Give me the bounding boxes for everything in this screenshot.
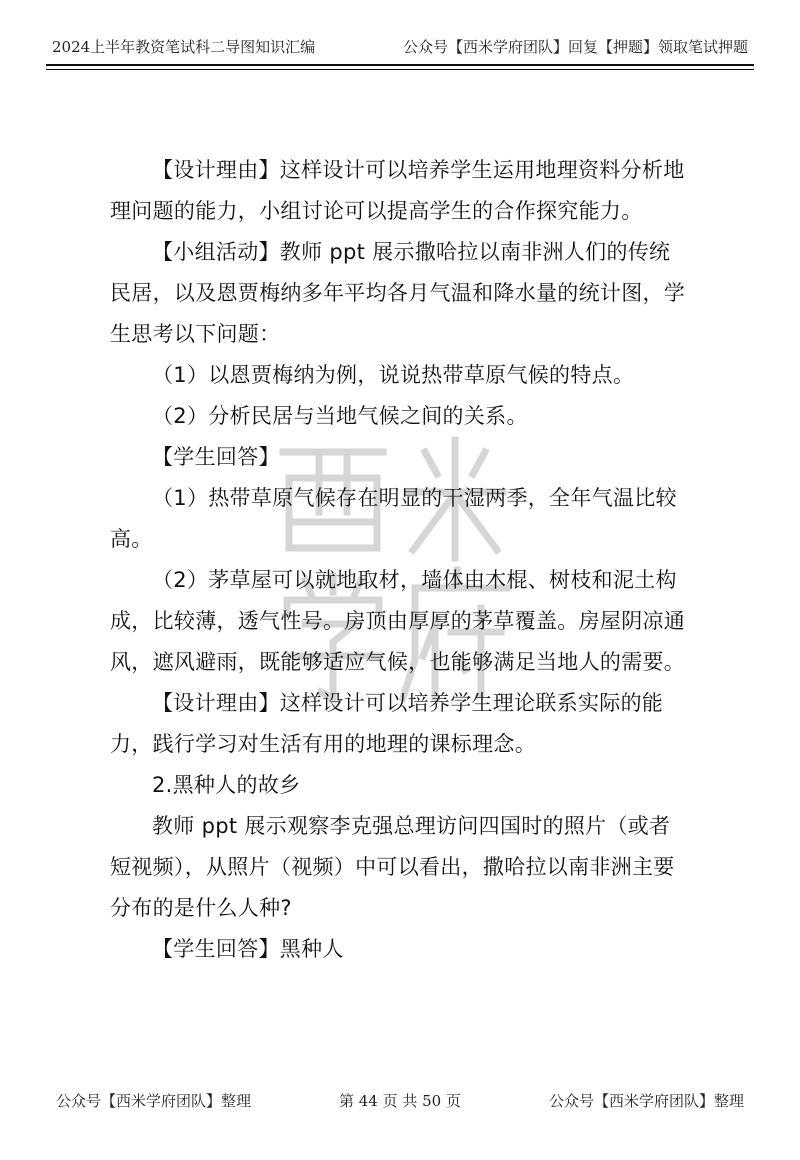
paragraph-answer-1: （1）热带草原气候存在明显的干湿两季，全年气温比较高。 xyxy=(110,486,677,551)
paragraph-question-1: （1）以恩贾梅纳为例，说说热带草原气候的特点。 xyxy=(152,363,635,387)
header-rule-thin xyxy=(46,69,754,70)
paragraph-student-answer-heading: 【学生回答】 xyxy=(152,445,280,469)
header-left-text: 2024上半年教资笔试科二导图知识汇编 xyxy=(52,38,316,56)
page-footer xyxy=(56,1090,744,1111)
header-rule-thick xyxy=(46,64,754,66)
paragraph-student-answer: 【学生回答】黑种人 xyxy=(152,937,344,961)
paragraph-question-2: （2）分析民居与当地气候之间的关系。 xyxy=(152,404,528,428)
paragraph-answer-2: （2）茅草屋可以就地取材，墙体由木棍、树枝和泥土构成，比较薄，透气性号。房顶由厚厚的茅草覆盖。房屋阴凉通风，遮风避雨，既能够适应气候，也能够满足当地人的需要。 xyxy=(110,568,686,674)
footer-left-text: 公众号【西米学府团队】整理 xyxy=(56,1092,252,1110)
footer-right-text: 公众号【西米学府团队】整理 xyxy=(548,1092,744,1110)
paragraph-group-activity: 【小组活动】教师 ppt 展示撒哈拉以南非洲人们的传统民居，以及恩贾梅纳多年平均各月气温和降水量的统计图，学生思考以下问题： xyxy=(110,240,686,346)
paragraph-design-reason-1: 【设计理由】这样设计可以培养学生运用地理资料分析地理问题的能力，小组讨论可以提高学生的合作探究能力。 xyxy=(110,158,685,223)
paragraph-design-reason-2: 【设计理由】这样设计可以培养学生理论联系实际的能力，践行学习对生活有用的地理的课标理念。 xyxy=(110,691,664,756)
header-right-text: 公众号【西米学府团队】回复【押题】领取笔试押题 xyxy=(402,38,748,56)
document-body xyxy=(110,150,690,970)
page-number: 第 44 页 共 50 页 xyxy=(338,1092,461,1110)
paragraph-teacher-ppt: 教师 ppt 展示观察李克强总理访问四国时的照片（或者短视频），从照片（视频）中可以看出，撒哈拉以南非洲主要分布的是什么人种? xyxy=(110,814,675,920)
section-heading: 2.黑种人的故乡 xyxy=(152,773,301,797)
page-header xyxy=(52,36,748,57)
